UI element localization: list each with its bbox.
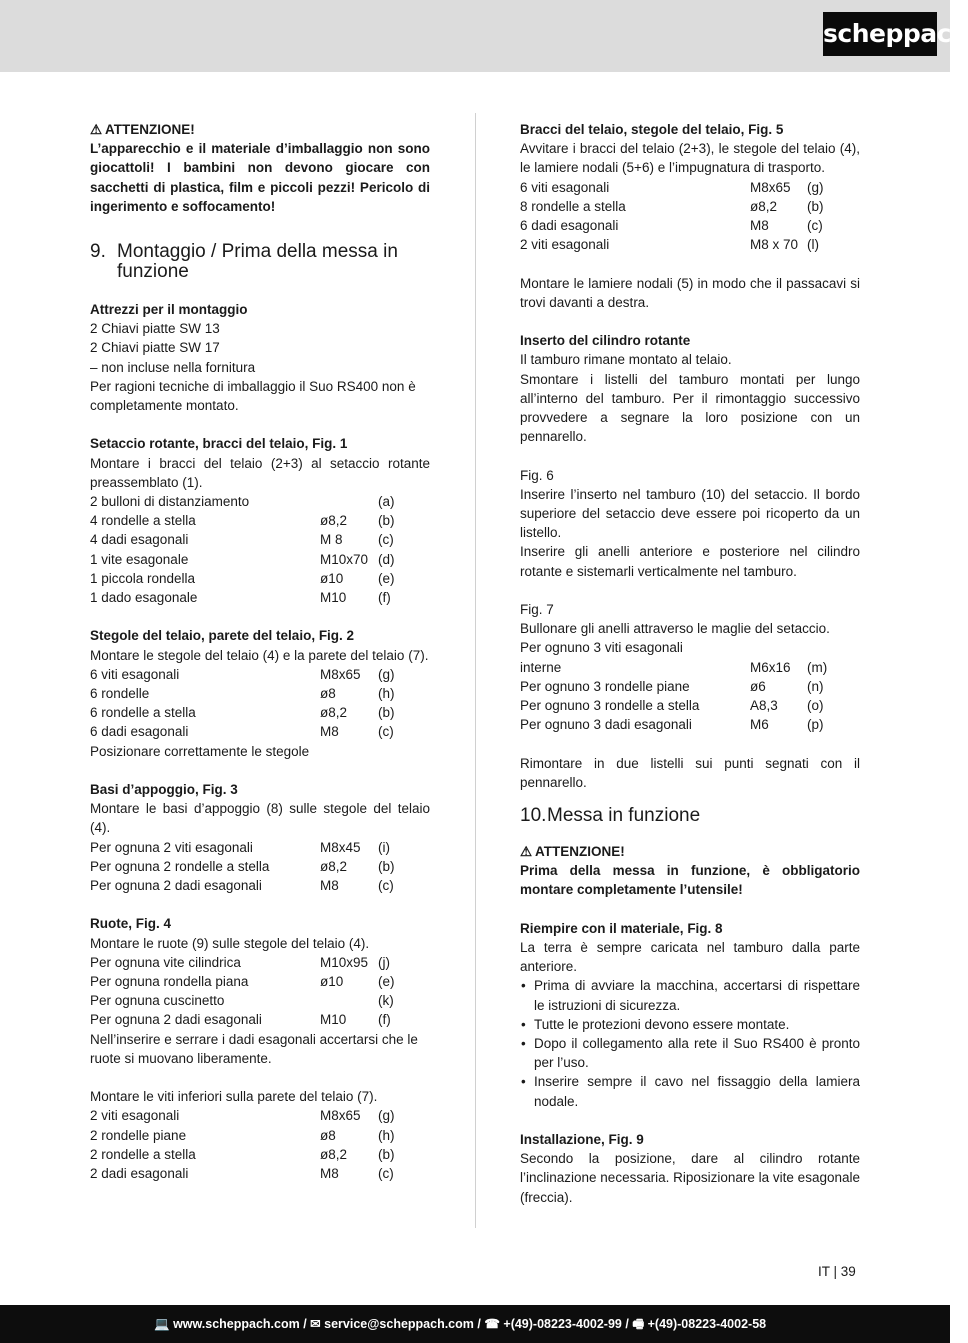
fig2-after: Posizionare correttamente le stegole xyxy=(90,743,310,759)
left-column xyxy=(90,120,430,1183)
parts-row: 2 rondelle piane ø8 (h) xyxy=(90,1127,395,1143)
parts-row: Per ognuna 2 rondelle a stella ø8,2 (b) xyxy=(90,858,395,874)
fig1-parts-table xyxy=(90,492,430,607)
fig1-text: Montare i bracci del telaio (2+3) al setaccio rotante preassemblato (1). xyxy=(90,455,430,490)
parts-row: Per ognuna rondella piana ø10 (e) xyxy=(90,974,395,990)
fig9-text: Secondo la posizione, dare al cilindro rotante l’inclinazione necessaria. Riposizionare la vite esagonale (freccia). xyxy=(520,1151,860,1205)
parts-row: 1 vite esagonale M10x70 (d) xyxy=(90,551,395,567)
fig6-text-1: Inserire l’inserto nel tamburo (10) del setaccio. Il bordo superiore del setaccio deve essere poi ricoperto da un listello. xyxy=(520,486,860,541)
fax-icon: 🖷 xyxy=(632,1317,645,1331)
fig7-label: Fig. 7 xyxy=(520,602,554,618)
lower-parts-table xyxy=(90,1106,430,1183)
tools-title: Attrezzi per il montaggio xyxy=(90,302,248,318)
parts-row: 8 rondelle a stella ø8,2 (b) xyxy=(520,198,824,214)
tools-list: 2 Chiavi piatte SW 13 2 Chiavi piatte SW 17 – non incluse nella fornitura Per ragioni tecniche di imballaggio il Suo RS400 non è completamente montato. xyxy=(90,321,416,414)
fig4-text: Montare le ruote (9) sulle stegole del telaio (4). xyxy=(90,935,370,951)
column-divider xyxy=(475,113,476,1228)
parts-row: 4 dadi esagonali M 8 (c) xyxy=(90,532,394,548)
fig3-parts-table xyxy=(90,838,430,896)
parts-row: 2 viti esagonali M8x65 (g) xyxy=(90,1108,395,1124)
email-link[interactable]: service@scheppach.com / xyxy=(324,1317,481,1331)
warning-triangle-icon: ⚠ xyxy=(520,844,533,860)
section-heading-10: 10. Messa in funzione xyxy=(520,805,701,827)
insert-text-2: Smontare i listelli del tamburo montati per lungo all’interno del tamburo. Per il rimontaggio successivo provvedere a segnare la loro posizione con un pennarello. xyxy=(520,371,860,445)
fig7-parts-table xyxy=(520,658,860,735)
fig8-bullet-list xyxy=(520,976,860,1110)
fig2-parts-table xyxy=(90,665,430,742)
parts-row: 4 rondelle a stella ø8,2 (b) xyxy=(90,513,395,529)
fig2-text: Montare le stegole del telaio (4) e la parete del telaio (7). xyxy=(90,647,429,663)
list-item: • Prima di avviare la macchina, accertarsi di rispettare le istruzioni di sicurezza. xyxy=(520,976,860,1014)
website-link[interactable]: www.scheppach.com / xyxy=(173,1317,307,1331)
parts-row: Per ognuno 3 dadi esagonali M6 (p) xyxy=(520,717,824,733)
fig4-parts-table xyxy=(90,953,430,1030)
fig3-text: Montare le basi d’appoggio (8) sulle stegole del telaio (4). xyxy=(90,801,430,836)
parts-row: Per ognuno 3 rondelle a stella A8,3 (o) xyxy=(520,698,824,714)
parts-row: interne M6x16 (m) xyxy=(520,659,828,675)
fig4-after: Nell’inserire e serrare i dadi esagonali accertarsi che le ruote si muovano liberamente. xyxy=(90,1031,418,1066)
parts-row: 6 rondelle ø8 (h) xyxy=(90,686,395,702)
parts-row: Per ognuna 2 viti esagonali M8x45 (i) xyxy=(90,839,390,855)
phone-number: +(49)-08223-4002-99 / xyxy=(503,1317,629,1331)
fig6-label: Fig. 6 xyxy=(520,467,554,483)
fig1-title: Setaccio rotante, bracci del telaio, Fig. 1 xyxy=(90,436,348,452)
page-number: IT | 39 xyxy=(818,1264,856,1279)
fig2-title: Stegole del telaio, parete del telaio, Fig. 2 xyxy=(90,628,355,644)
parts-row: 6 dadi esagonali M8 (c) xyxy=(520,218,823,234)
fig3-title: Basi d’appoggio, Fig. 3 xyxy=(90,782,238,798)
fax-number: +(49)-08223-4002-58 xyxy=(647,1317,767,1331)
list-item: • Tutte le protezioni devono essere montate. xyxy=(520,1015,860,1034)
warning-text-2: Prima della messa in funzione, è obbligatorio montare completamente l’utensile! xyxy=(520,863,860,898)
warning-heading: ⚠ ATTENZIONE! xyxy=(90,120,430,139)
fig7-pre: Per ognuno 3 viti esagonali xyxy=(520,640,683,656)
fig5-parts-table xyxy=(520,178,860,255)
insert-text-1: Il tamburo rimane montato al telaio. xyxy=(520,352,732,368)
parts-row: Per ognuna 2 dadi esagonali M10 (f) xyxy=(90,1012,391,1028)
warning-heading-2: ⚠ ATTENZIONE! xyxy=(520,842,860,861)
parts-row: 2 viti esagonali M8 x 70 (l) xyxy=(520,237,819,253)
footer-bar xyxy=(0,1305,950,1343)
parts-row: 2 bulloni di distanziamento (a) xyxy=(90,494,395,510)
fig8-title: Riempire con il materiale, Fig. 8 xyxy=(520,920,723,936)
header-bar xyxy=(0,0,968,72)
parts-row: 2 rondelle a stella ø8,2 (b) xyxy=(90,1146,395,1162)
list-item: • Dopo il collegamento alla rete il Suo RS400 è pronto per l’uso. xyxy=(520,1034,860,1072)
computer-icon: 💻 xyxy=(154,1317,170,1331)
fig4-title: Ruote, Fig. 4 xyxy=(90,916,171,932)
section-heading-9: 9. Montaggio / Prima della messa in funzione xyxy=(90,241,398,283)
fig7-text: Bullonare gli anelli attraverso le maglie del setaccio. xyxy=(520,621,830,637)
parts-row: 2 dadi esagonali M8 (c) xyxy=(90,1166,394,1182)
warning-text: L’apparecchio e il materiale d’imballaggio non sono giocattoli! I bambini non devono giocare con sacchetti di plastica, film e piccoli pezzi! Pericolo di ingerimento e soffocamento! xyxy=(90,141,430,214)
fig5-title: Bracci del telaio, stegole del telaio, Fig. 5 xyxy=(520,122,784,137)
parts-row: 6 dadi esagonali M8 (c) xyxy=(90,724,394,740)
fig8-text: La terra è sempre caricata nel tamburo dalla parte anteriore. xyxy=(520,940,860,975)
lower-screws-text: Montare le viti inferiori sulla parete del telaio (7). xyxy=(90,1089,378,1105)
parts-row: Per ognuna cuscinetto (k) xyxy=(90,993,394,1009)
right-column xyxy=(520,120,860,1207)
parts-row: 1 piccola rondella ø10 (e) xyxy=(90,570,395,586)
parts-row: 1 dado esagonale M10 (f) xyxy=(90,590,391,606)
fig5-after: Montare le lamiere nodali (5) in modo che il passacavi si trovi davanti a destra. xyxy=(520,275,860,310)
parts-row: 6 viti esagonali M8x65 (g) xyxy=(90,666,395,682)
fig6-text-2: Inserire gli anelli anteriore e posteriore nel cilindro rotante e sistemarli verticalmente nel tamburo. xyxy=(520,544,860,579)
parts-row: Per ognuno 3 rondelle piane ø6 (n) xyxy=(520,678,824,694)
scheppach-logo: scheppach xyxy=(823,12,937,56)
fig9-title: Installazione, Fig. 9 xyxy=(520,1132,644,1148)
fig7-after: Rimontare in due listelli sui punti segnati con il pennarello. xyxy=(520,755,860,790)
list-item: • Inserire sempre il cavo nel fissaggio della lamiera nodale. xyxy=(520,1072,860,1110)
parts-row: 6 rondelle a stella ø8,2 (b) xyxy=(90,705,395,721)
parts-row: 6 viti esagonali M8x65 (g) xyxy=(520,179,824,195)
fig5-text: Avvitare i bracci del telaio (2+3), le stegole del telaio (4), le lamiere nodali (5+6) e l’impugnatura di trasporto. xyxy=(520,141,860,176)
phone-icon: ☎ xyxy=(484,1317,500,1331)
warning-triangle-icon: ⚠ xyxy=(90,122,103,137)
insert-title: Inserto del cilindro rotante xyxy=(520,333,691,349)
mail-icon: ✉ xyxy=(310,1317,321,1331)
parts-row: Per ognuna vite cilindrica M10x95 (j) xyxy=(90,954,390,970)
parts-row: Per ognuna 2 dadi esagonali M8 (c) xyxy=(90,878,394,894)
